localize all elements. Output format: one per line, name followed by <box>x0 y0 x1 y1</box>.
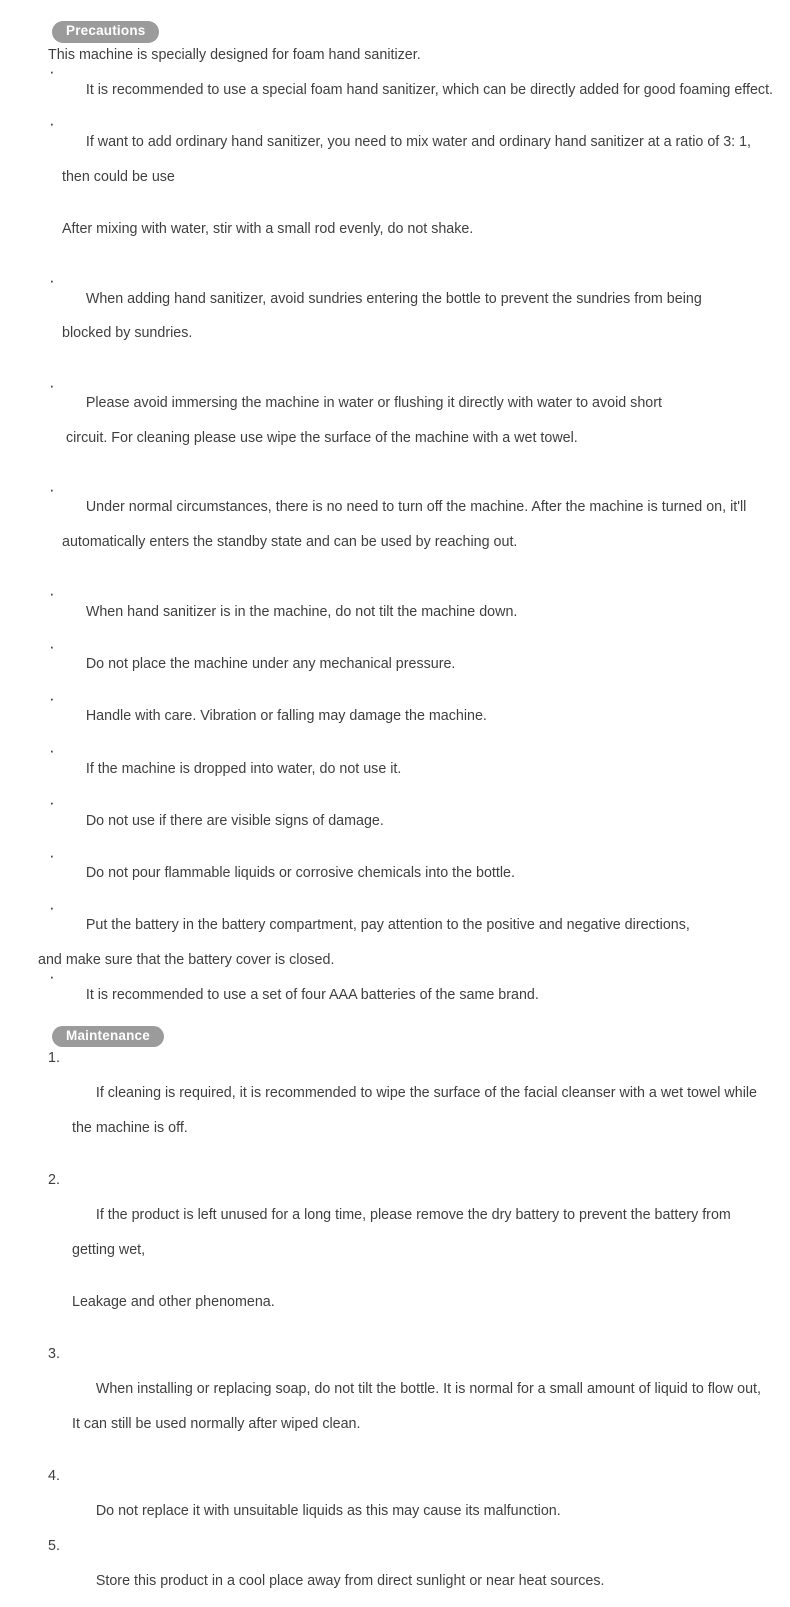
list-item-continuation: After mixing with water, stir with a small rod evenly, do not shake. <box>62 220 474 237</box>
list-item-text: If the product is left unused for a long time, please remove the dry battery to prevent the battery from <box>95 1207 731 1224</box>
list-item <box>0 969 790 1021</box>
list-item <box>0 848 790 900</box>
list-item-number: 4. <box>48 1468 60 1485</box>
list-item-number: 3. <box>48 1346 60 1363</box>
list-item-text: Put the battery in the battery compartment, pay attention to the positive and negative directions, <box>85 917 690 934</box>
list-item-text: If want to add ordinary hand sanitizer, you need to mix water and ordinary hand sanitizer at a ratio of 3: 1, <box>85 133 752 150</box>
list-item <box>0 586 790 638</box>
section-heading-precautions: Precautions <box>52 21 159 43</box>
list-item-text: It is recommended to use a set of four AAA batteries of the same brand. <box>85 986 539 1003</box>
list-item-text: When hand sanitizer is in the machine, do not tilt the machine down. <box>85 603 518 620</box>
list-item-continuation: then could be use <box>62 168 175 185</box>
section-precautions-body <box>0 43 790 1022</box>
list-item <box>0 1050 790 1172</box>
list-item-text: Handle with care. Vibration or falling may damage the machine. <box>85 708 487 725</box>
list-item-number: 2. <box>48 1172 60 1189</box>
list-item <box>0 482 790 586</box>
list-item-text: Do not replace it with unsuitable liquids as this may cause its malfunction. <box>95 1503 561 1519</box>
list-item-continuation-outdent: and make sure that the battery cover is closed. <box>38 951 335 968</box>
list-item <box>0 900 790 952</box>
precautions-intro: This machine is specially designed for foam hand sanitizer. <box>48 46 421 63</box>
list-item-text: Store this product in a cool place away from direct sunlight or near heat sources. <box>95 1572 605 1589</box>
list-item-text: Do not place the machine under any mechanical pressure. <box>85 656 456 673</box>
list-item-text: Do not pour flammable liquids or corrosive chemicals into the bottle. <box>85 864 515 881</box>
list-item-text: If the machine is dropped into water, do not use it. <box>85 760 402 777</box>
list-item-text: If cleaning is required, it is recommended to wipe the surface of the facial cleanser with a wet towel while <box>95 1085 758 1102</box>
list-item-text: Please avoid immersing the machine in water or flushing it directly with water to avoid short <box>85 394 662 411</box>
list-item <box>0 639 790 691</box>
list-item-number: 1. <box>48 1050 60 1067</box>
list-item-continuation: blocked by sundries. <box>62 325 193 342</box>
list-item-continuation: Leakage and other phenomena. <box>72 1294 275 1311</box>
list-item <box>0 1346 790 1468</box>
list-item <box>0 378 790 482</box>
list-item-continuation: circuit. For cleaning please use wipe the surface of the machine with a wet towel. <box>62 429 578 446</box>
list-item-text: When installing or replacing soap, do not tilt the bottle. It is normal for a small amount of liquid to flow out, <box>95 1381 761 1398</box>
list-item <box>0 273 790 377</box>
list-item <box>0 743 790 795</box>
list-item <box>0 64 790 116</box>
list-item <box>0 691 790 743</box>
list-item-text: It is recommended to use a special foam hand sanitizer, which can be directly added for good foaming effect. <box>85 81 774 98</box>
list-item-continuation: getting wet, <box>72 1241 146 1258</box>
list-item <box>0 116 790 273</box>
list-item-continuation: It can still be used normally after wiped clean. <box>72 1415 361 1432</box>
list-item-text: When adding hand sanitizer, avoid sundries entering the bottle to prevent the sundries from being <box>85 290 702 307</box>
list-item <box>0 1538 790 1607</box>
list-item-text: Do not use if there are visible signs of damage. <box>85 812 384 829</box>
list-item-number: 5. <box>48 1537 60 1554</box>
section-precautions-header <box>0 0 790 43</box>
section-maintenance-body <box>0 1047 790 1607</box>
section-maintenance-header <box>0 1022 790 1048</box>
list-item-continuation: automatically enters the standby state and can be used by reaching out. <box>62 534 518 551</box>
list-item-continuation: the machine is off. <box>72 1120 188 1137</box>
section-heading-maintenance: Maintenance <box>52 1026 164 1048</box>
list-item-text: Under normal circumstances, there is no need to turn off the machine. After the machine is turned on, it'll <box>85 499 747 516</box>
list-item <box>0 1468 790 1538</box>
list-item <box>0 1172 790 1346</box>
list-item <box>0 795 790 847</box>
